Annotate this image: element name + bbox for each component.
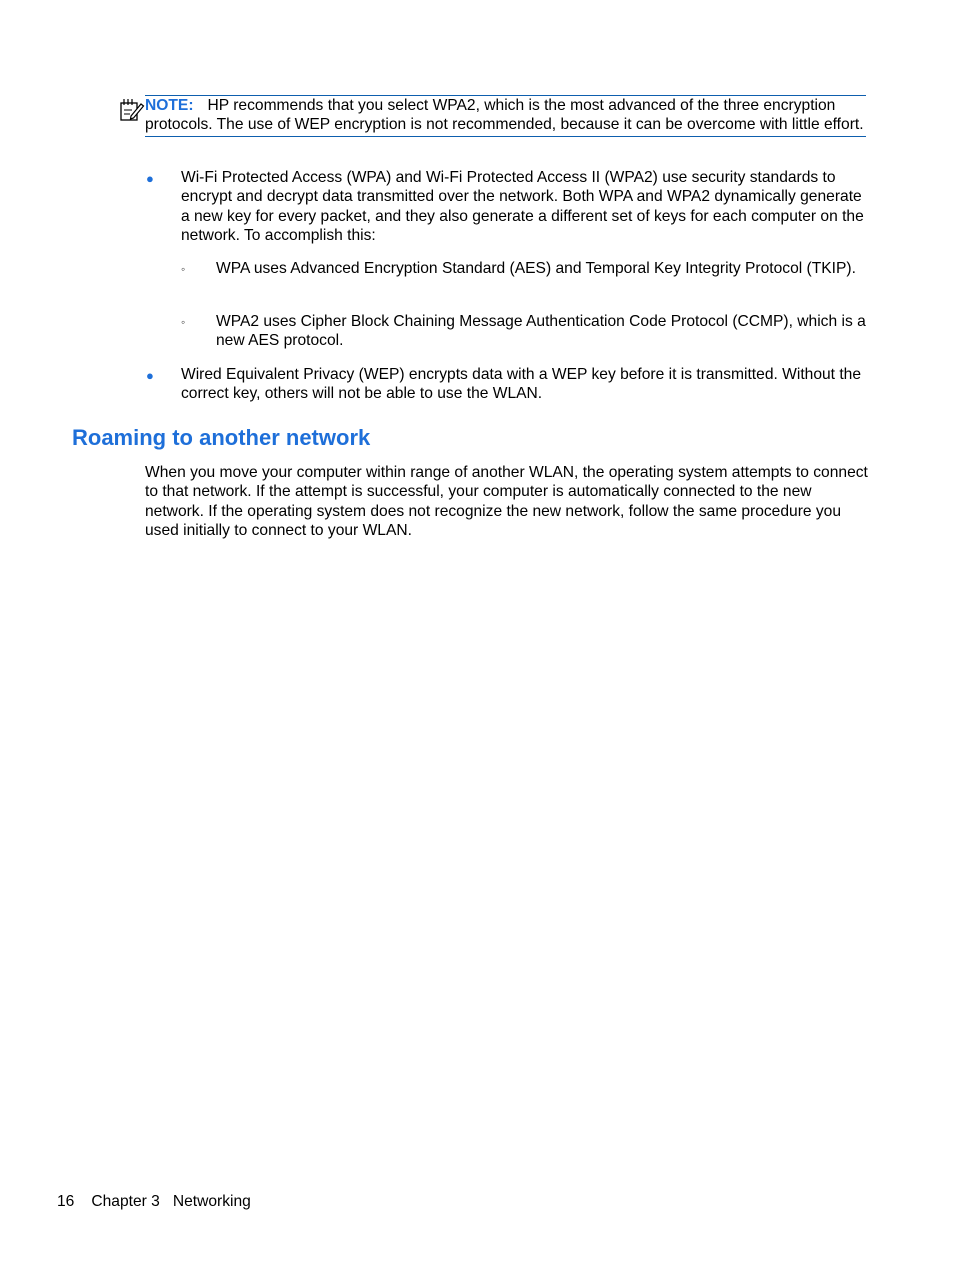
sub-bullet-marker: ◦ — [181, 262, 186, 276]
page-footer — [57, 1192, 268, 1211]
page-number: 16 — [57, 1193, 75, 1210]
note-text: HP recommends that you select WPA2, which is the most advanced of the three encryption protocols. The use of WEP encryption is not recommended, because it can be overcome with little effort. — [145, 97, 864, 134]
section-body: When you move your computer within range of another WLAN, the operating system attempts to connect to that network. If the attempt is successful, your computer is automatically connected to the new network. If the operating system does not recognize the new network, follow the same procedure you used initially to connect to your WLAN. — [145, 464, 868, 540]
note-box — [145, 95, 866, 137]
chapter-title: Networking — [172, 1193, 251, 1210]
bullet-marker: ● — [146, 368, 154, 383]
note-label: NOTE: — [145, 97, 194, 114]
sub-bullet-text-wpa2: WPA2 uses Cipher Block Chaining Message Authentication Code Protocol (CCMP), which is a new AES protocol. — [216, 313, 866, 350]
bullet-marker: ● — [146, 171, 154, 186]
bullet-text-wep: Wired Equivalent Privacy (WEP) encrypts data with a WEP key before it is transmitted. Without the correct key, others will not be able to use the WLAN. — [181, 366, 862, 403]
chapter-label: Chapter 3 — [91, 1193, 160, 1210]
note-pencil-icon — [119, 97, 145, 123]
sub-bullet-marker: ◦ — [181, 315, 186, 329]
note-paragraph — [145, 96, 866, 135]
section-heading: Roaming to another network — [72, 425, 371, 450]
bullet-text-wpa: Wi-Fi Protected Access (WPA) and Wi-Fi Protected Access II (WPA2) use security standards to encrypt and decrypt data transmitted over the network. Both WPA and WPA2 dynamically generate a new key for every packet, and they also generate a different set of keys for each computer on the network. To accomplish this: — [181, 169, 864, 245]
sub-bullet-text-wpa: WPA uses Advanced Encryption Standard (AES) and Temporal Key Integrity Protocol (TKIP). — [216, 260, 856, 277]
